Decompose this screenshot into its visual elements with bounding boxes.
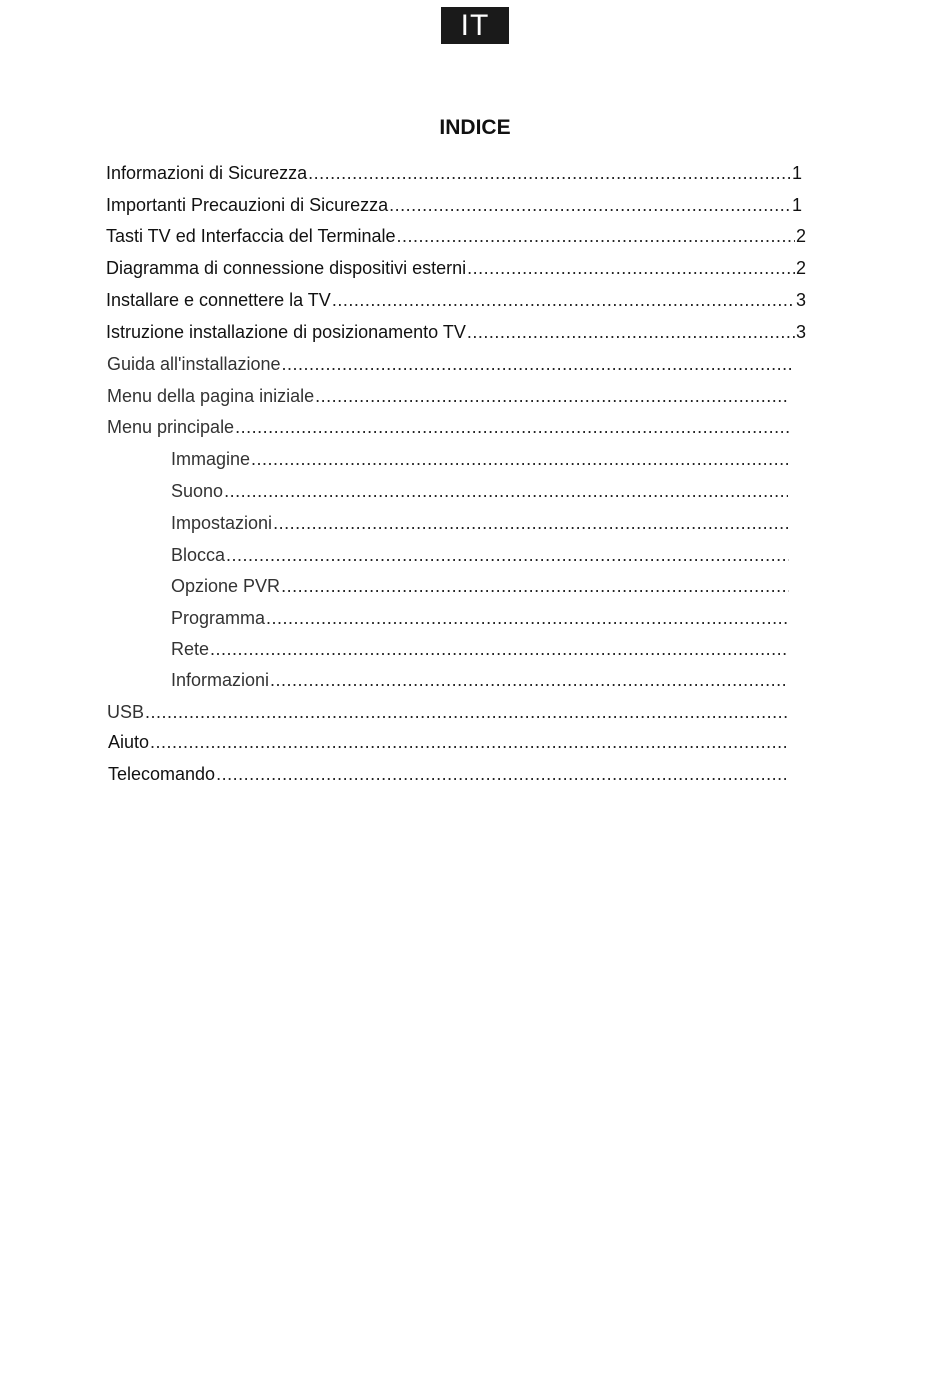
toc-entry-tasti-tv[interactable] [106, 224, 806, 248]
dot-leader [282, 352, 794, 376]
toc-entry-usb[interactable] [107, 700, 789, 724]
toc-entry-label: Guida all'installazione [107, 354, 281, 374]
toc-entry-page: 3 [795, 290, 806, 310]
toc-entry-label: Aiuto [108, 732, 150, 752]
toc-entry-label: Menu principale [107, 417, 235, 437]
toc-entry-label: Installare e connettere la TV [106, 290, 331, 310]
toc-entry-page: 2 [795, 226, 806, 246]
toc-entry-menu-principale[interactable] [107, 415, 791, 439]
toc-entry-label: Istruzione installazione di posizionamento TV [106, 322, 466, 342]
toc-entry-label: Opzione PVR [171, 576, 281, 596]
toc-entry-label: Importanti Precauzioni di Sicurezza [106, 195, 389, 215]
toc-entry-label: Tasti TV ed Interfaccia del Terminale [106, 226, 396, 246]
toc-subentry-suono[interactable] [171, 479, 789, 503]
dot-leader [332, 288, 795, 312]
dot-leader [210, 637, 788, 661]
dot-leader [150, 730, 788, 754]
toc-subentry-impostazioni[interactable] [171, 511, 790, 535]
toc-entry-page: 3 [795, 322, 806, 342]
dot-leader [396, 224, 795, 248]
page-title: INDICE [439, 116, 511, 139]
toc-entry-guida-installazione[interactable] [107, 352, 795, 376]
dot-leader [273, 511, 789, 535]
dot-leader [389, 193, 791, 217]
toc-subentry-blocca[interactable] [171, 543, 790, 567]
toc-entry-label: Programma [171, 608, 266, 628]
dot-leader [308, 161, 791, 185]
language-badge: IT [441, 7, 509, 44]
toc-entry-label: Suono [171, 481, 224, 501]
dot-leader [270, 668, 788, 692]
toc-entry-label: Blocca [171, 545, 226, 565]
dot-leader [216, 762, 788, 786]
toc-entry-page: 2 [795, 258, 806, 278]
dot-leader [251, 447, 790, 471]
dot-leader [235, 415, 790, 439]
toc-entry-page: 1 [791, 195, 802, 215]
toc-subentry-rete[interactable] [171, 637, 789, 661]
toc-entry-label: Telecomando [108, 764, 216, 784]
dot-leader [226, 543, 789, 567]
toc-subentry-immagine[interactable] [171, 447, 791, 471]
toc-entry-label: Menu della pagina iniziale [107, 386, 315, 406]
toc-entry-label: Diagramma di connessione dispositivi esterni [106, 258, 467, 278]
dot-leader [281, 574, 789, 598]
toc-entry-importanti-precauzioni[interactable] [106, 193, 802, 217]
toc-subentry-informazioni[interactable] [171, 668, 789, 692]
toc-entry-aiuto[interactable] [108, 730, 789, 754]
toc-entry-istruzione-installazione[interactable] [106, 320, 806, 344]
toc-entry-diagramma-connessione[interactable] [106, 256, 806, 280]
toc-entry-page: 1 [791, 163, 802, 183]
dot-leader [266, 606, 789, 630]
dot-leader [315, 384, 787, 408]
toc-entry-label: Immagine [171, 449, 251, 469]
toc-entry-label: Informazioni di Sicurezza [106, 163, 308, 183]
dot-leader [224, 479, 788, 503]
dot-leader [467, 256, 795, 280]
toc-subentry-opzione-pvr[interactable] [171, 574, 790, 598]
toc-entry-label: Informazioni [171, 670, 270, 690]
toc-entry-label: Impostazioni [171, 513, 273, 533]
toc-subentry-programma[interactable] [171, 606, 790, 630]
toc-entry-installare-tv[interactable] [106, 288, 806, 312]
toc-entry-label: Rete [171, 639, 210, 659]
toc-entry-menu-pagina-iniziale[interactable] [107, 384, 788, 408]
dot-leader [467, 320, 795, 344]
toc-entry-informazioni-sicurezza[interactable] [106, 161, 802, 185]
toc-entry-telecomando[interactable] [108, 762, 789, 786]
dot-leader [145, 700, 788, 724]
toc-entry-label: USB [107, 702, 145, 722]
